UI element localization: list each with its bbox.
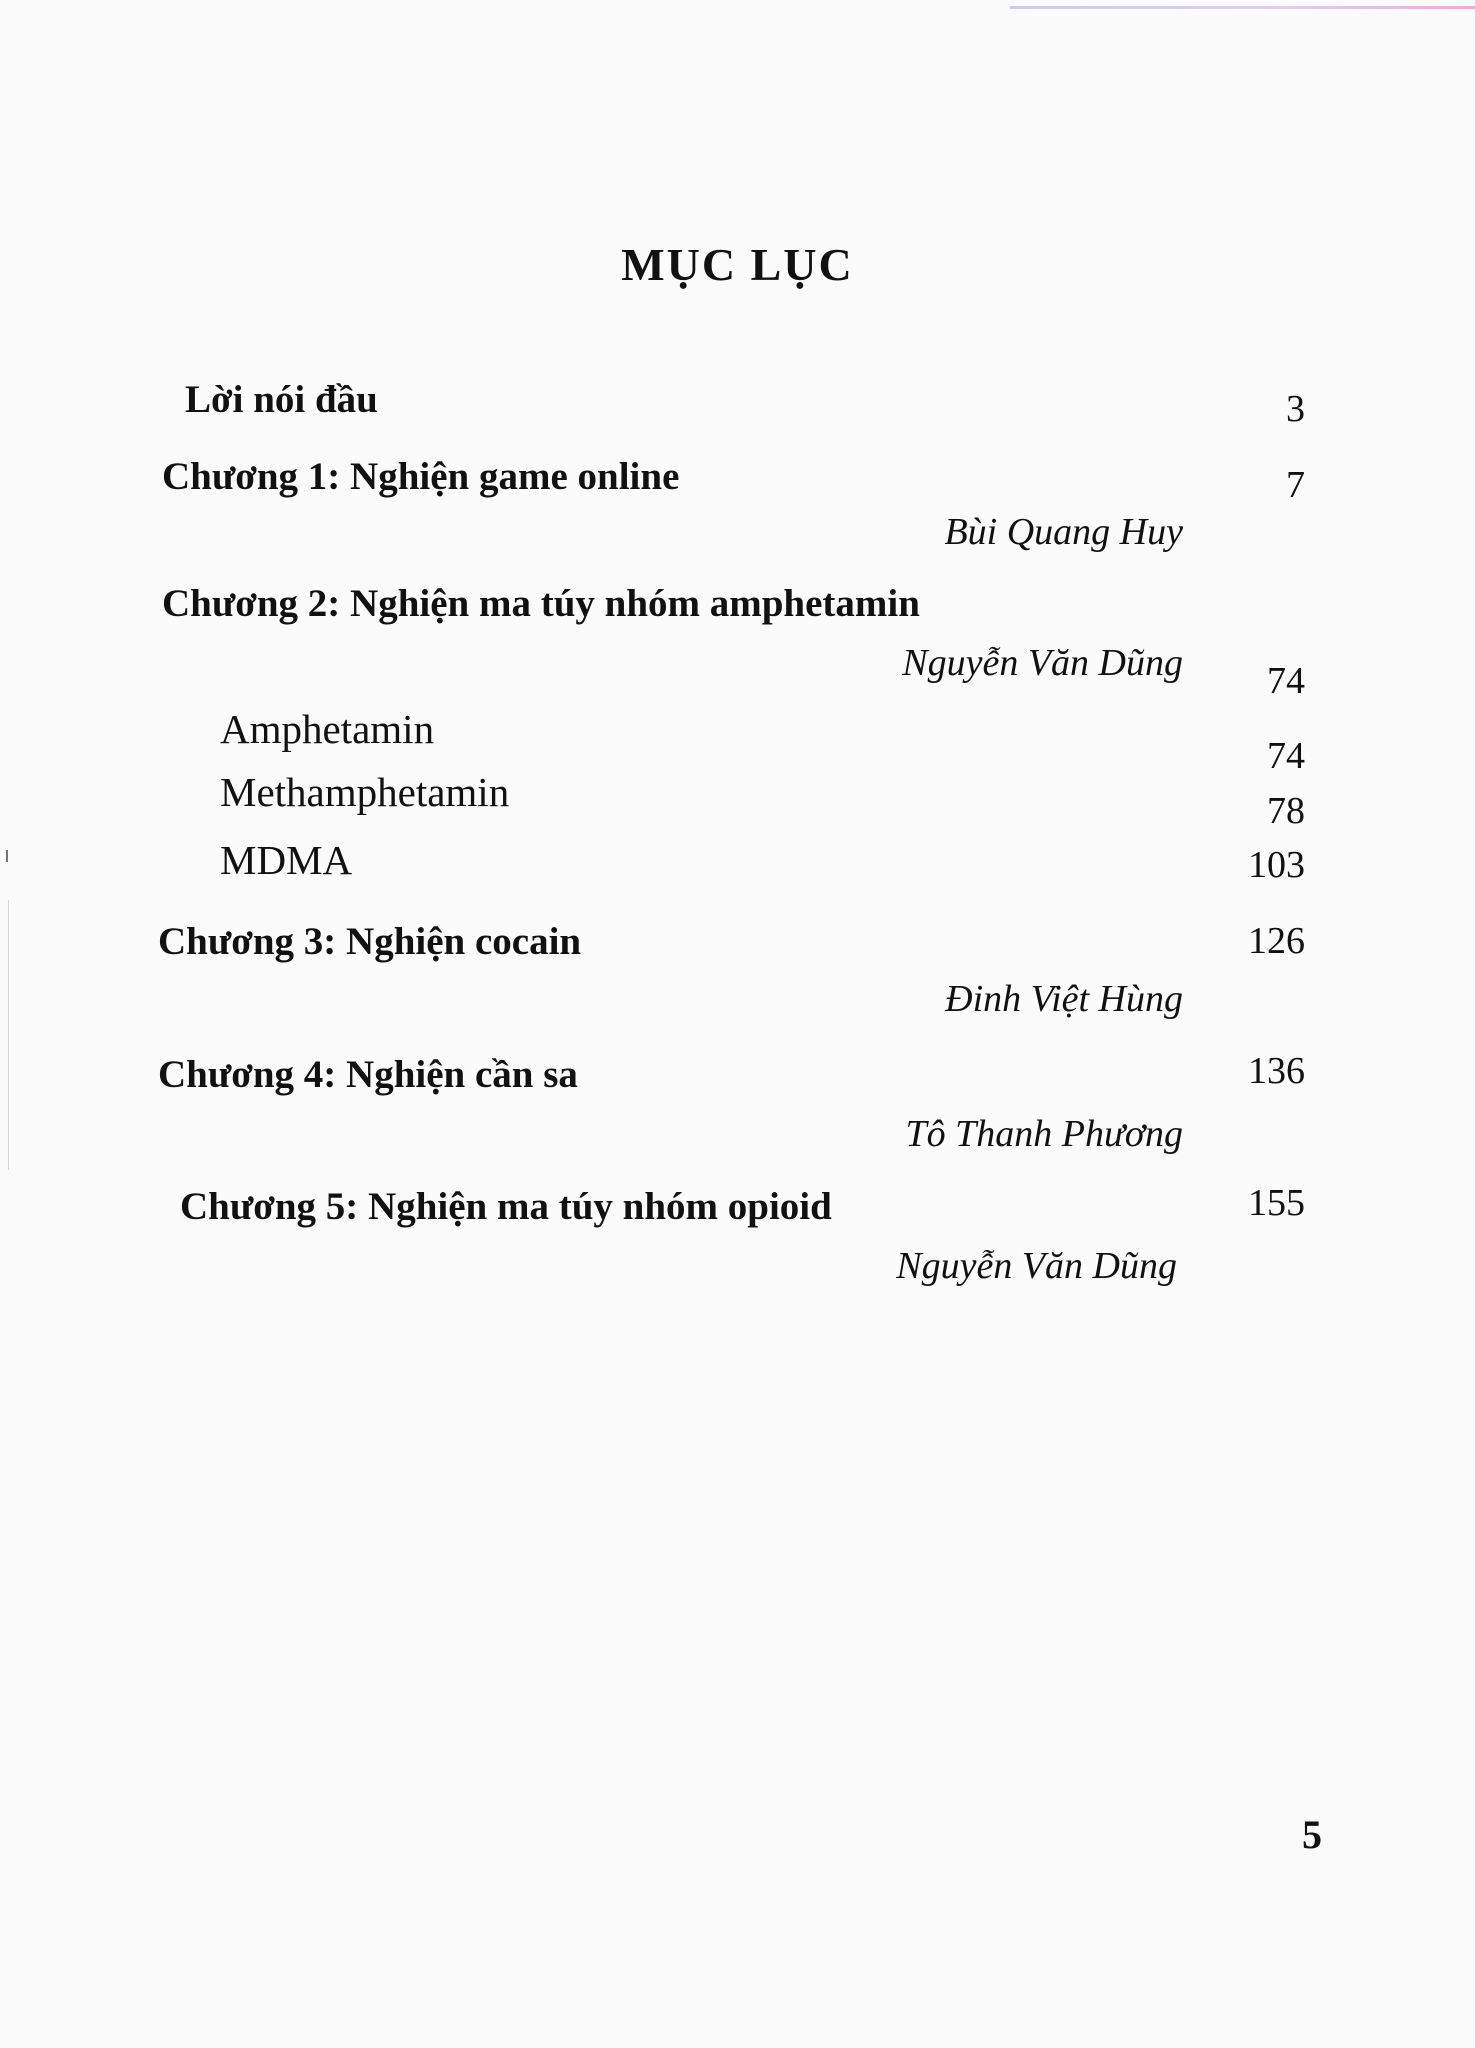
- page-number: 5: [1302, 1812, 1322, 1857]
- page-edge-mark: [1010, 6, 1475, 9]
- page-title: MỤC LỤC: [621, 239, 854, 290]
- toc-author-chapter-5: Nguyễn Văn Dũng: [896, 1245, 1177, 1287]
- toc-entry-chapter-2: Chương 2: Nghiện ma túy nhóm amphetamin: [162, 582, 920, 625]
- toc-entry-chapter-5: Chương 5: Nghiện ma túy nhóm opioid: [180, 1185, 832, 1228]
- toc-entry-preface: Lời nói đầu: [185, 378, 378, 421]
- toc-author-chapter-3: Đinh Việt Hùng: [945, 978, 1183, 1020]
- toc-page-methamphetamin: 78: [1267, 790, 1305, 832]
- toc-page-chapter-4: 136: [1248, 1050, 1305, 1092]
- toc-page-mdma: 103: [1248, 844, 1305, 886]
- scan-line: [8, 900, 9, 1170]
- toc-entry-chapter-4: Chương 4: Nghiện cần sa: [158, 1053, 578, 1096]
- toc-author-chapter-1: Bùi Quang Huy: [944, 511, 1183, 553]
- toc-entry-chapter-3: Chương 3: Nghiện cocain: [158, 920, 582, 963]
- scan-mark: [6, 850, 8, 862]
- toc-author-chapter-2: Nguyễn Văn Dũng: [902, 642, 1183, 684]
- toc-page-chapter-1: 7: [1286, 464, 1305, 506]
- toc-subentry-methamphetamin: Methamphetamin: [220, 769, 510, 815]
- toc-page-amphetamin: 74: [1267, 735, 1305, 777]
- toc-page-chapter-3: 126: [1248, 920, 1305, 962]
- toc-page-preface: 3: [1286, 388, 1305, 430]
- toc-page-chapter-2: 74: [1267, 660, 1305, 702]
- toc-subentry-amphetamin: Amphetamin: [220, 706, 435, 752]
- toc-page-chapter-5: 155: [1248, 1182, 1305, 1224]
- toc-entry-chapter-1: Chương 1: Nghiện game online: [162, 455, 680, 498]
- toc-subentry-mdma: MDMA: [220, 837, 353, 883]
- toc-author-chapter-4: Tô Thanh Phương: [905, 1113, 1183, 1155]
